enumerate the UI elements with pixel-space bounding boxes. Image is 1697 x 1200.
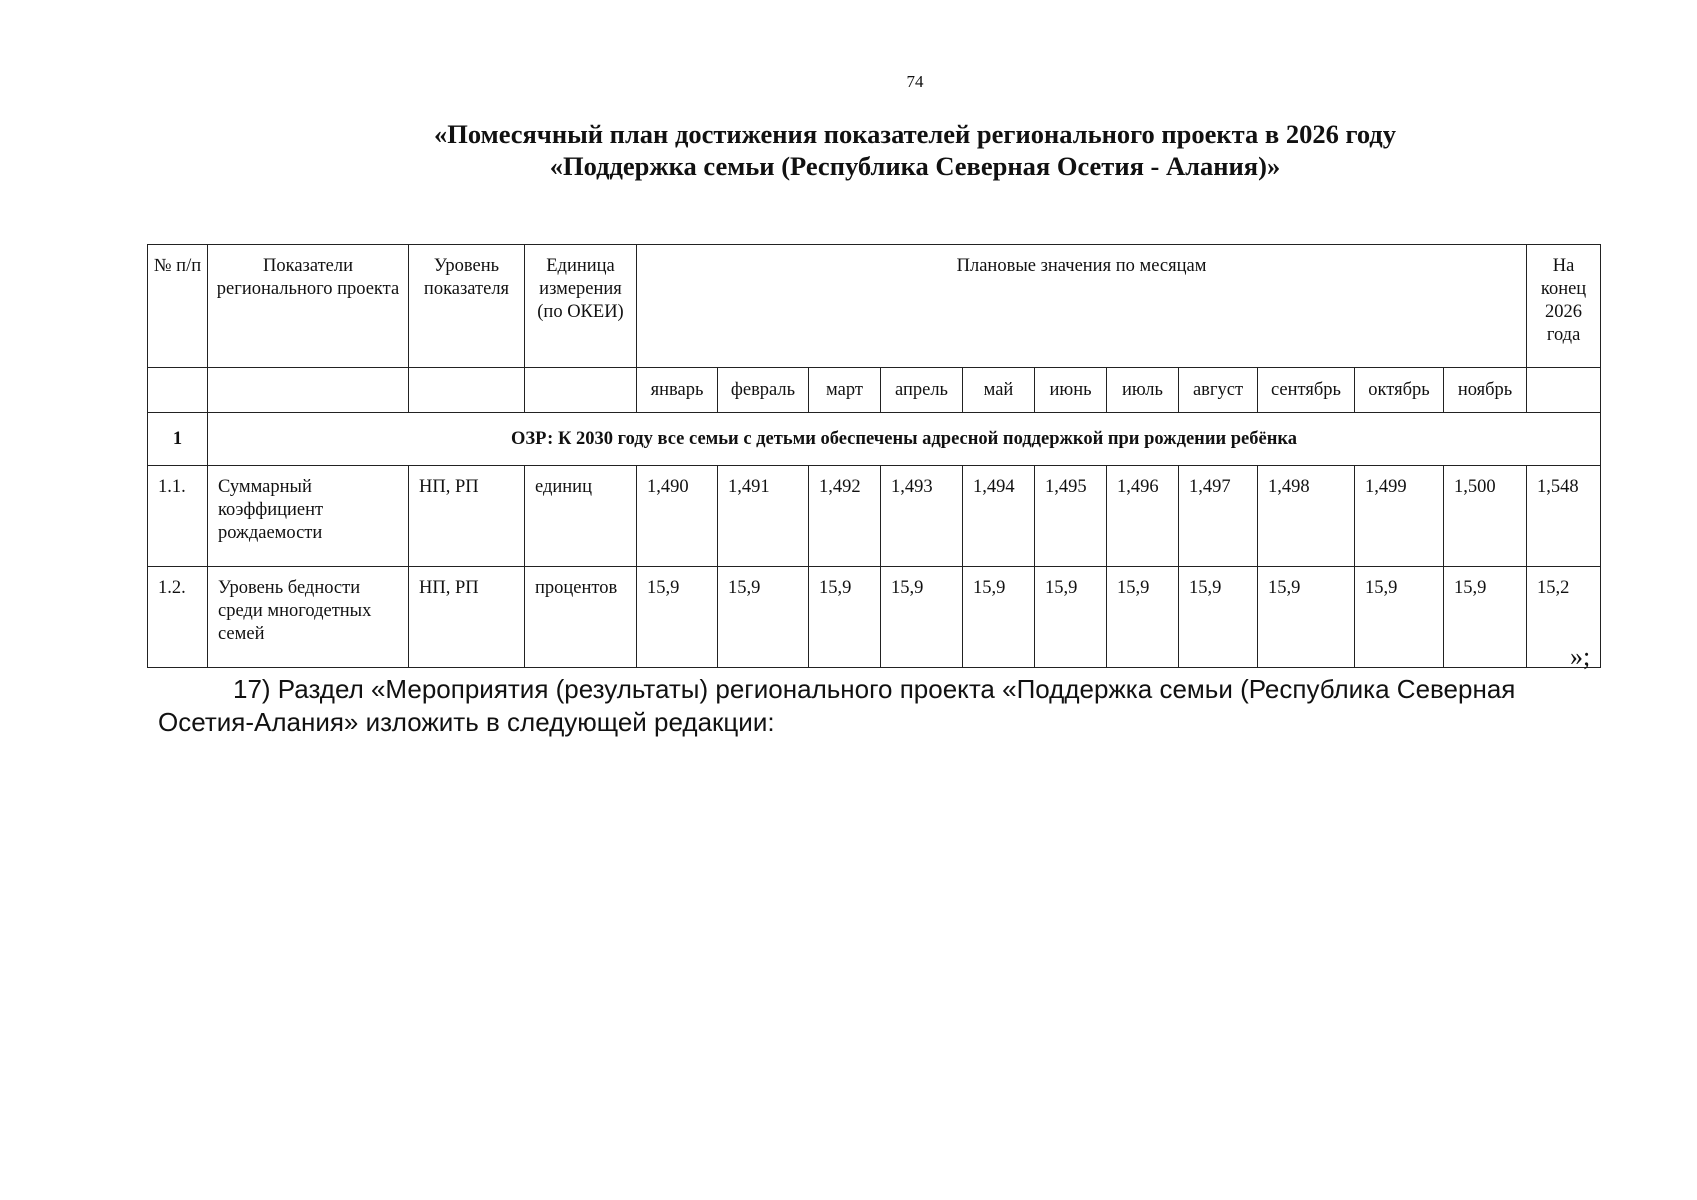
row-value-april: 1,493	[881, 466, 963, 567]
table-row	[148, 567, 1601, 668]
row-value-august: 1,497	[1179, 466, 1258, 567]
month-october: октябрь	[1355, 368, 1444, 413]
row-value-june: 15,9	[1035, 567, 1107, 668]
row-value-march: 1,492	[809, 466, 881, 567]
row-value-february: 15,9	[718, 567, 809, 668]
row-value-january: 15,9	[637, 567, 718, 668]
page-number: 74	[906, 72, 924, 91]
header-unit: Единица измерения (по ОКЕИ)	[525, 245, 637, 368]
row-num: 1.2.	[148, 567, 208, 668]
row-value-may: 1,494	[963, 466, 1035, 567]
row-year-end: 1,548	[1527, 466, 1601, 567]
header-num: № п/п	[148, 245, 208, 368]
header-row	[148, 245, 1601, 368]
table-row	[148, 466, 1601, 567]
row-value-march: 15,9	[809, 567, 881, 668]
row-value-july: 1,496	[1107, 466, 1179, 567]
month-february: февраль	[718, 368, 809, 413]
row-unit: процентов	[525, 567, 637, 668]
title-line-1: «Помесячный план достижения показателей регионального проекта в 2026 году	[434, 119, 1396, 149]
header-level: Уровень показателя	[409, 245, 525, 368]
month-august: август	[1179, 368, 1258, 413]
months-row	[148, 368, 1601, 413]
row-level: НП, РП	[409, 567, 525, 668]
title-line-2: «Поддержка семьи (Республика Северная Осетия - Алания)»	[549, 151, 1281, 181]
amendment-paragraph: 17) Раздел «Мероприятия (результаты) регионального проекта «Поддержка семьи (Республика Северная Осетия-Алания» изложить в следующей редакции:	[158, 674, 1516, 737]
row-value-august: 15,9	[1179, 567, 1258, 668]
month-january: январь	[637, 368, 718, 413]
row-unit: единиц	[525, 466, 637, 567]
row-value-may: 15,9	[963, 567, 1035, 668]
month-november: ноябрь	[1444, 368, 1527, 413]
row-value-november: 1,500	[1444, 466, 1527, 567]
empty-cell	[409, 368, 525, 413]
row-value-april: 15,9	[881, 567, 963, 668]
month-june: июнь	[1035, 368, 1107, 413]
month-september: сентябрь	[1258, 368, 1355, 413]
document-title	[0, 118, 1697, 182]
row-value-january: 1,490	[637, 466, 718, 567]
row-level: НП, РП	[409, 466, 525, 567]
row-value-june: 1,495	[1035, 466, 1107, 567]
row-value-november: 15,9	[1444, 567, 1527, 668]
row-value-september: 1,498	[1258, 466, 1355, 567]
closing-quote: »;	[1570, 642, 1591, 671]
empty-cell	[208, 368, 409, 413]
empty-cell	[525, 368, 637, 413]
row-value-february: 1,491	[718, 466, 809, 567]
month-april: апрель	[881, 368, 963, 413]
empty-cell	[1527, 368, 1601, 413]
row-num: 1.1.	[148, 466, 208, 567]
goal-text: ОЗР: К 2030 году все семьи с детьми обеспечены адресной поддержкой при рождении ребёнка	[208, 413, 1601, 466]
header-year-end: На конец 2026 года	[1527, 245, 1601, 368]
month-july: июль	[1107, 368, 1179, 413]
row-value-october: 15,9	[1355, 567, 1444, 668]
goal-row	[148, 413, 1601, 466]
header-planned-values: Плановые значения по месяцам	[637, 245, 1527, 368]
row-indicator: Уровень бедности среди многодетных семей	[208, 567, 409, 668]
empty-cell	[148, 368, 208, 413]
row-value-july: 15,9	[1107, 567, 1179, 668]
monthly-plan-table	[147, 244, 1601, 668]
row-value-september: 15,9	[1258, 567, 1355, 668]
month-may: май	[963, 368, 1035, 413]
row-indicator: Суммарный коэффициент рождаемости	[208, 466, 409, 567]
header-indicator: Показатели регионального проекта	[208, 245, 409, 368]
month-march: март	[809, 368, 881, 413]
row-year-end: 15,2	[1527, 567, 1601, 668]
row-value-october: 1,499	[1355, 466, 1444, 567]
goal-num: 1	[148, 413, 208, 466]
